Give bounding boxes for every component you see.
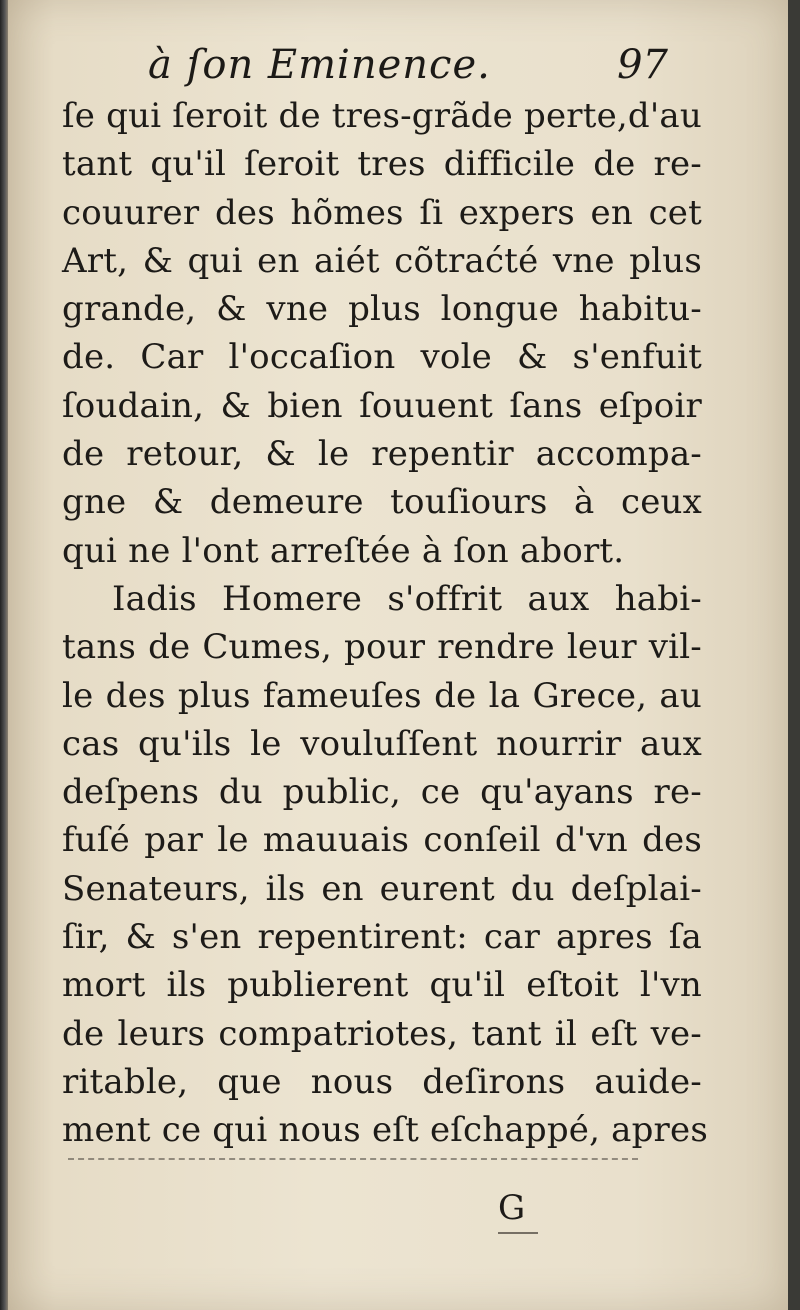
text-line: grande, & vne plus longue habitu- bbox=[62, 289, 702, 330]
text-line: fuſé par le mauuais conſeil d'vn des bbox=[62, 820, 702, 861]
text-line: qui ne l'ont arreſtée à ſon abort. bbox=[62, 530, 625, 571]
book-spine bbox=[0, 0, 8, 1310]
signature-mark: G bbox=[498, 1188, 526, 1228]
page-number: 97 bbox=[617, 42, 668, 88]
bottom-rule bbox=[68, 1158, 638, 1160]
text-line: de leurs compatriotes, tant il eſt ve- bbox=[62, 1013, 702, 1054]
text-line: ſir, & s'en repentirent: car apres ſa bbox=[62, 917, 702, 958]
paragraph-start-line: Iadis Homere s'offrit aux habi- bbox=[112, 578, 702, 619]
text-line: de retour, & le repentir accompa- bbox=[62, 434, 702, 475]
text-line: mort ils publierent qu'il eſtoit l'vn bbox=[62, 965, 702, 1006]
signature-underline bbox=[498, 1232, 538, 1234]
text-line: de. Car l'occaſion vole & s'enfuit bbox=[62, 337, 702, 378]
text-line: gne & demeure touſiours à ceux bbox=[62, 482, 702, 523]
text-line: ment ce qui nous eſt eſchappé, apres bbox=[62, 1110, 708, 1151]
text-line: ſoudain, & bien ſouuent ſans eſpoir bbox=[62, 385, 702, 426]
text-line: tans de Cumes, pour rendre leur vil- bbox=[62, 627, 702, 668]
text-line: ſe qui ſeroit de tres-grãde perte,d'au bbox=[62, 96, 702, 136]
text-line: le des plus fameuſes de la Grece, au bbox=[62, 675, 702, 716]
text-line: couurer des hõmes ſi expers en cet bbox=[62, 192, 702, 233]
text-line: deſpens du public, ce qu'ayans re- bbox=[62, 772, 702, 813]
body-text bbox=[62, 92, 708, 1155]
text-line: Art, & qui en aiét cõtraćté vne plus bbox=[62, 240, 702, 281]
text-line: ritable, que nous deſirons auide- bbox=[62, 1061, 702, 1102]
text-line: Senateurs, ils en eurent du deſplai- bbox=[62, 868, 702, 909]
text-line: tant qu'il ſeroit tres difficile de re- bbox=[62, 144, 702, 185]
running-title: à ſon Eminence. bbox=[148, 42, 491, 88]
book-page bbox=[8, 0, 788, 1310]
text-line: cas qu'ils le vouluſſent nourrir aux bbox=[62, 723, 702, 764]
